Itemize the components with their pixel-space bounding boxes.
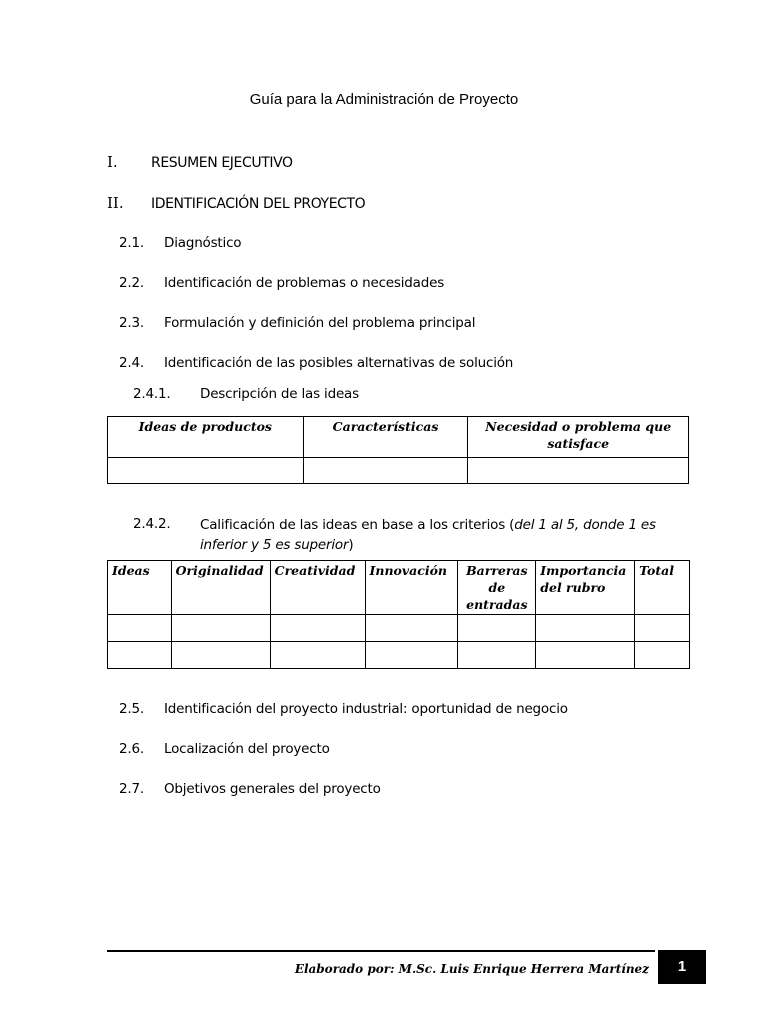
table-cell[interactable] bbox=[171, 642, 270, 669]
table-cell[interactable] bbox=[365, 615, 458, 642]
subsection-number: 2.4. bbox=[119, 355, 144, 371]
subsection-number: 2.5. bbox=[119, 701, 144, 717]
subsection-2-7 bbox=[119, 781, 381, 797]
subsection-2-2 bbox=[119, 275, 444, 291]
subsection-label: Formulación y definición del problema principal bbox=[164, 315, 476, 331]
subsection-2-4 bbox=[119, 355, 513, 371]
table-header-cell: Creatividad bbox=[270, 561, 365, 615]
table-cell[interactable] bbox=[270, 642, 365, 669]
subsection-number: 2.3. bbox=[119, 315, 144, 331]
table-header-cell: Importancia del rubro bbox=[536, 561, 635, 615]
table-cell[interactable] bbox=[108, 642, 172, 669]
table-cell[interactable] bbox=[536, 615, 635, 642]
page-number-badge: 1 bbox=[658, 950, 706, 984]
subsection-number: 2.1. bbox=[119, 235, 144, 251]
table-cell[interactable] bbox=[270, 615, 365, 642]
section-identificacion-proyecto bbox=[107, 194, 365, 212]
subsection-number: 2.4.2. bbox=[133, 516, 171, 532]
footer-author: Elaborado por: M.Sc. Luis Enrique Herrera Martínez bbox=[294, 962, 649, 976]
subsection-label: Identificación del proyecto industrial: oportunidad de negocio bbox=[164, 701, 568, 717]
table-header-row bbox=[108, 561, 690, 615]
subsection-2-5 bbox=[119, 701, 568, 717]
ideas-scoring-table bbox=[107, 560, 690, 669]
table-cell[interactable] bbox=[635, 642, 690, 669]
table-header-cell: Necesidad o problema que satisface bbox=[468, 417, 689, 458]
table-header-cell: Originalidad bbox=[171, 561, 270, 615]
subsection-2-4-2-label bbox=[200, 515, 680, 555]
table-cell[interactable] bbox=[171, 615, 270, 642]
subsection-2-4-1 bbox=[133, 386, 359, 402]
subsection-2-6 bbox=[119, 741, 330, 757]
table-header-cell: Ideas de productos bbox=[108, 417, 304, 458]
table-row bbox=[108, 615, 690, 642]
subsection-label: Identificación de las posibles alternativas de solución bbox=[164, 355, 514, 371]
subsection-number: 2.6. bbox=[119, 741, 144, 757]
table-header-cell: Características bbox=[303, 417, 468, 458]
label-suffix: ) bbox=[348, 537, 354, 553]
subsection-number: 2.2. bbox=[119, 275, 144, 291]
section-resumen-ejecutivo bbox=[107, 153, 293, 171]
table-row bbox=[108, 458, 689, 484]
label-italic: del 1 al 5, donde 1 es inferior y 5 es superior bbox=[200, 517, 656, 553]
subsection-label: Objetivos generales del proyecto bbox=[164, 781, 381, 797]
section-number: II. bbox=[107, 194, 124, 212]
subsection-2-1 bbox=[119, 235, 241, 251]
table-cell[interactable] bbox=[468, 458, 689, 484]
subsection-2-4-2 bbox=[133, 516, 200, 532]
table-header-cell: Total bbox=[635, 561, 690, 615]
table-header-cell: Innovación bbox=[365, 561, 458, 615]
table-cell[interactable] bbox=[108, 458, 304, 484]
subsection-label: Localización del proyecto bbox=[164, 741, 330, 757]
subsection-number: 2.7. bbox=[119, 781, 144, 797]
table-header-cell: Barreras de entradas bbox=[458, 561, 536, 615]
table-cell[interactable] bbox=[635, 615, 690, 642]
table-cell[interactable] bbox=[458, 615, 536, 642]
section-label: IDENTIFICACIÓN DEL PROYECTO bbox=[151, 196, 366, 212]
section-number: I. bbox=[107, 153, 118, 171]
label-prefix: Calificación de las ideas en base a los criterios ( bbox=[200, 517, 515, 533]
subsection-label: Descripción de las ideas bbox=[200, 386, 359, 402]
table-cell[interactable] bbox=[303, 458, 468, 484]
table-cell[interactable] bbox=[365, 642, 458, 669]
table-cell[interactable] bbox=[458, 642, 536, 669]
table-cell[interactable] bbox=[108, 615, 172, 642]
table-header-row bbox=[108, 417, 689, 458]
table-cell[interactable] bbox=[536, 642, 635, 669]
subsection-label: Identificación de problemas o necesidades bbox=[164, 275, 445, 291]
footer-divider bbox=[107, 950, 655, 952]
subsection-number: 2.4.1. bbox=[133, 386, 171, 402]
section-label: RESUMEN EJECUTIVO bbox=[151, 155, 293, 171]
subsection-2-3 bbox=[119, 315, 475, 331]
table-header-cell: Ideas bbox=[108, 561, 172, 615]
table-row bbox=[108, 642, 690, 669]
document-title: Guía para la Administración de Proyecto bbox=[249, 91, 519, 108]
ideas-description-table bbox=[107, 416, 689, 484]
subsection-label: Diagnóstico bbox=[164, 235, 242, 251]
